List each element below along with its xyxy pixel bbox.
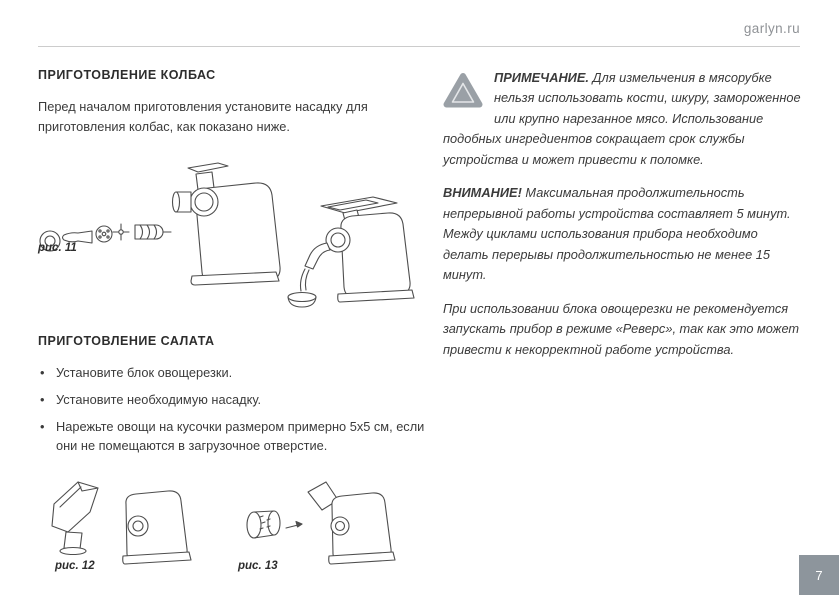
figure-13 <box>236 470 421 572</box>
page-number-badge <box>799 555 839 595</box>
note-label: ПРИМЕЧАНИЕ. <box>494 70 589 85</box>
figure-11 <box>38 144 430 326</box>
section-title-salad: ПРИГОТОВЛЕНИЕ САЛАТА <box>38 333 215 348</box>
sausages-paragraph: Перед началом приготовления установите насадку для приготовления колбас, как показано ниже. <box>38 99 368 135</box>
figure-11-caption: рис. 11 <box>38 241 77 254</box>
note-text: Для измельчения в мясорубке нельзя использовать кости, шкуру, замороженное или крупно нарезанное мясо. Использование подобных ингредиентов сокращает срок службы устройства и может привести к поломке. <box>443 70 801 167</box>
page-number: 7 <box>815 567 823 583</box>
figure-12 <box>38 470 228 572</box>
list-item: • Установите необходимую насадку. <box>38 390 430 410</box>
figure-12-caption: рис. 12 <box>55 560 95 573</box>
figure-13-caption: рис. 13 <box>238 560 278 573</box>
drum-grater-insert-illustration <box>236 470 421 572</box>
list-item: • Установите блок овощерезки. <box>38 363 430 383</box>
list-item: • Нарежьте овощи на кусочки размером примерно 5х5 см, если они не помещаются в загрузочное отверстие. <box>38 417 430 457</box>
site-url: garlyn.ru <box>743 21 800 36</box>
warning-label: ВНИМАНИЕ! <box>443 185 522 201</box>
vegetable-slicer-block-illustration <box>38 470 228 572</box>
note-block <box>443 68 803 170</box>
note-paragraph <box>443 68 803 170</box>
header-divider <box>38 46 800 47</box>
meat-grinder-sausage-attachment-illustration <box>38 144 430 326</box>
warning-block <box>443 183 803 285</box>
right-column <box>443 68 803 360</box>
warning-triangle-icon <box>443 72 483 108</box>
section-title-sausages: ПРИГОТОВЛЕНИЕ КОЛБАС <box>38 68 216 82</box>
salad-steps-list <box>38 363 430 456</box>
left-column <box>38 68 430 572</box>
warning-text: Максимальная продолжительность непрерывной работы устройства составляет 5 минут. Между циклами использования прибора необходимо делать перерывы продолжительностью не менее 15 минут. <box>443 185 791 283</box>
reverse-mode-note: При использовании блока овощерезки не рекомендуется запускать прибор в режиме «Реверс», так как это может привести к некорректной работе устройства. <box>443 300 800 357</box>
salad-figures-row <box>38 470 430 572</box>
warning-paragraph <box>443 183 803 285</box>
